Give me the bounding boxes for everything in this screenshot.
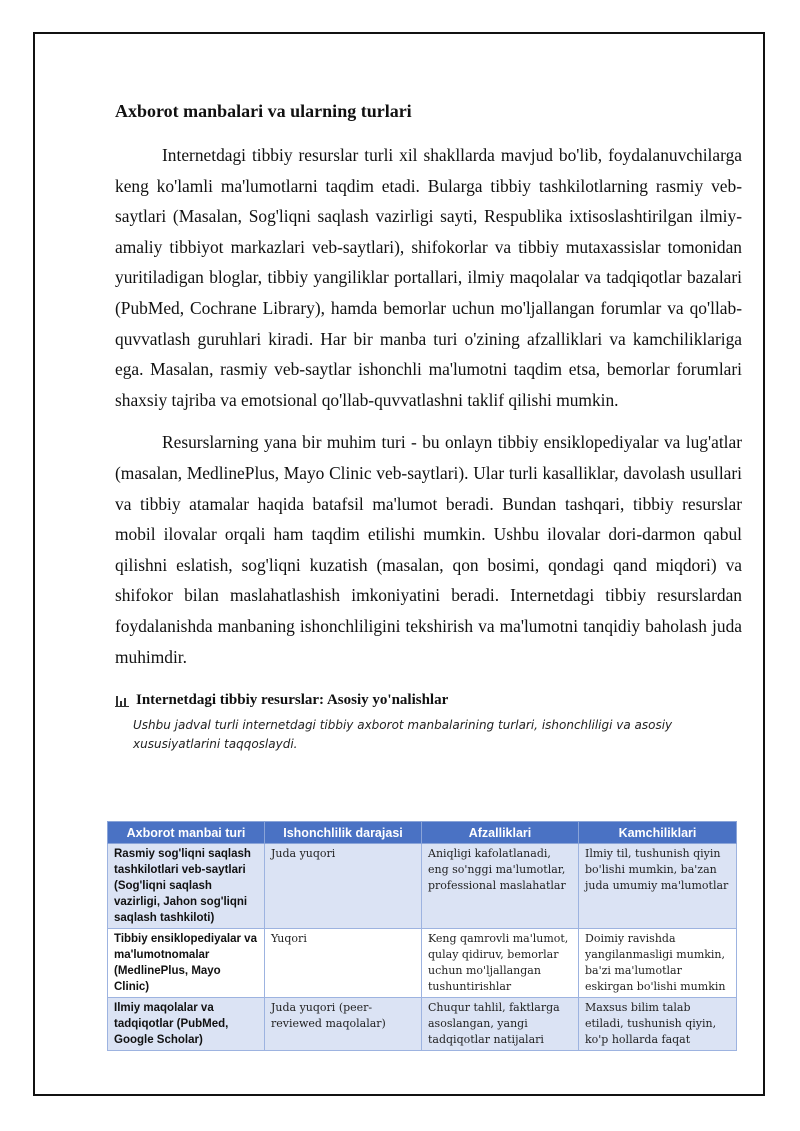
cell-disadvantages: Ilmiy til, tushunish qiyin bo'lishi mumkin, ba'zan juda umumiy ma'lumotlar — [579, 844, 737, 929]
table-caption: Ushbu jadval turli internetdagi tibbiy axborot manbalarining turlari, ishonchliligi va asosiy xususiyatlarini taqqoslaydi. — [133, 718, 673, 752]
header-reliability: Ishonchlilik darajasi — [265, 822, 422, 844]
cell-reliability: Juda yuqori — [265, 844, 422, 929]
cell-source-type: Tibbiy ensiklopediyalar va ma'lumotnomalar (MedlinePlus, Mayo Clinic) — [108, 929, 265, 998]
section-heading: Axborot manbalari va ularning turlari — [115, 101, 412, 121]
bar-chart-icon — [115, 694, 129, 707]
paragraph-1: Internetdagi tibbiy resurslar turli xil shakllarda mavjud bo'lib, foydalanuvchilarga keng ko'lamli ma'lumotlarni taqdim etadi. Bularga tibbiy tashkilotlarning rasmiy veb-saytlari (Masalan, Sog'liqni saqlash vazirligi sayti, Respublika ixtisoslashtirilgan ilmiy-amaliy tibbiyot markazlari veb-saytlari), shifokorlar va tibbiy mutaxassislar tomonidan yuritiladigan bloglar, tibbiy yangiliklar portallari, ilmiy maqolalar va tadqiqotlar bazalari (PubMed, Cochrane Library), hamda bemorlar uchun mo'ljallangan forumlar va qo'llab-quvvatlash guruhlari kiradi. Har bir manba turi o'zining afzalliklari va kamchiliklariga ega. Masalan, rasmiy veb-saytlar ishonchli ma'lumotni taqdim etsa, bemorlar forumlari shaxsiy tajriba va emotsional qo'llab-quvvatlashni taklif qilishi mumkin. — [115, 145, 742, 410]
header-disadvantages: Kamchiliklari — [579, 822, 737, 844]
cell-advantages: Chuqur tahlil, faktlarga asoslangan, yangi tadqiqotlar natijalari — [422, 998, 579, 1051]
table-title — [115, 690, 742, 710]
paragraph-2: Resurslarning yana bir muhim turi - bu onlayn tibbiy ensiklopediyalar va lug'atlar (masalan, MedlinePlus, Mayo Clinic veb-saytlari). Ular turli kasalliklar, davolash usullari va tibbiy atamalar haqida batafsil ma'lumot beradi. Bundan tashqari, tibbiy resurslar mobil ilovalar orqali ham taqdim etilishi mumkin. Ushbu ilovalar dori-darmon qabul qilishni eslatish, sog'liqni kuzatish (masalan, qon bosimi, qondagi qand miqdori) va shifokor bilan maslahatlashish imkoniyatini beradi. Internetdagi tibbiy resurslardan foydalanishda manbaning ishonchliligini tekshirish va ma'lumotni tanqidiy baholash juda muhimdir. — [115, 432, 742, 667]
table-row — [108, 844, 737, 929]
document-body — [115, 96, 742, 764]
cell-advantages: Keng qamrovli ma'lumot, qulay qidiruv, bemorlar uchun mo'ljallangan tushuntirishlar — [422, 929, 579, 998]
cell-reliability: Yuqori — [265, 929, 422, 998]
cell-source-type: Ilmiy maqolalar va tadqiqotlar (PubMed, Google Scholar) — [108, 998, 265, 1051]
cell-disadvantages: Doimiy ravishda yangilanmasligi mumkin, ba'zi ma'lumotlar eskirgan bo'lishi mumkin — [579, 929, 737, 998]
cell-disadvantages: Maxsus bilim talab etiladi, tushunish qiyin, ko'p hollarda faqat — [579, 998, 737, 1051]
header-source-type: Axborot manbai turi — [108, 822, 265, 844]
cell-source-type: Rasmiy sog'liqni saqlash tashkilotlari veb-saytlari (Sog'liqni saqlash vazirligi, Jahon sog'liqni saqlash tashkiloti) — [108, 844, 265, 929]
cell-advantages: Aniqligi kafolatlanadi, eng so'nggi ma'lumotlar, professional maslahatlar — [422, 844, 579, 929]
table-header-row — [108, 822, 737, 844]
table-row — [108, 998, 737, 1051]
header-advantages: Afzalliklari — [422, 822, 579, 844]
resources-table — [107, 821, 737, 1051]
cell-reliability: Juda yuqori (peer-reviewed maqolalar) — [265, 998, 422, 1051]
table-row — [108, 929, 737, 998]
table-title-text: Internetdagi tibbiy resurslar: Asosiy yo'nalishlar — [136, 692, 449, 709]
